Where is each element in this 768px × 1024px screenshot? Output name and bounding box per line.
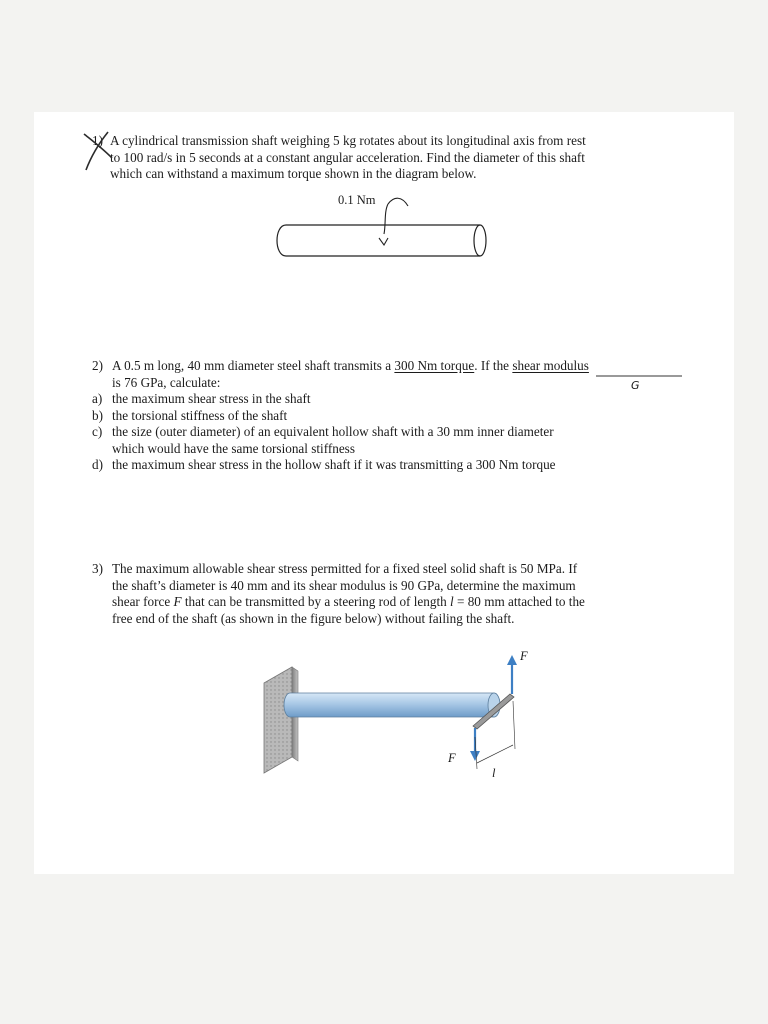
handwritten-underline <box>594 374 684 378</box>
force-symbol: F <box>173 594 182 609</box>
question-2-item-c <box>92 424 702 441</box>
question-2-line-1a: A 0.5 m long, 40 mm diameter steel shaft transmits a <box>112 358 395 373</box>
question-1 <box>110 133 710 183</box>
question-3-line-3b: that can be transmitted by a steering rod of length <box>181 594 451 609</box>
cylinder-shaft-diagram <box>268 190 498 265</box>
item-text: the size (outer diameter) of an equivalent hollow shaft with a 30 mm inner diameter <box>112 424 554 439</box>
question-3-number: 3) <box>92 561 103 576</box>
question-1-number: 1) <box>92 133 103 148</box>
length-symbol: l <box>450 594 454 609</box>
item-text: the maximum shear stress in the hollow shaft if it was transmitting a 300 Nm torque <box>112 457 556 472</box>
item-text: the maximum shear stress in the shaft <box>112 391 311 406</box>
force-label-top: F <box>520 649 528 663</box>
question-2-line-2: is 76 GPa, calculate: <box>112 374 221 390</box>
question-3-line-2: the shaft’s diameter is 40 mm and its shear modulus is 90 GPa, determine the maximum <box>112 577 576 593</box>
item-text: the torsional stiffness of the shaft <box>112 407 288 423</box>
question-2-item-d <box>92 457 702 474</box>
force-label-bottom: F <box>448 751 456 765</box>
item-label: c) <box>92 424 103 439</box>
question-3-line-1: The maximum allowable shear stress permitted for a fixed steel solid shaft is 50 MPa. If <box>112 561 578 576</box>
torque-underlined: 300 Nm torque <box>394 358 475 373</box>
question-3-line-4: free end of the shaft (as shown in the figure below) without failing the shaft. <box>112 610 515 626</box>
question-2-number: 2) <box>92 358 103 373</box>
length-dimension-line <box>477 745 513 763</box>
steel-shaft <box>284 693 500 717</box>
question-3-line-3c: = 80 mm attached to the <box>453 594 585 609</box>
question-1-text-line-3: which can withstand a maximum torque shown in the diagram below. <box>110 166 477 181</box>
question-3 <box>92 561 702 627</box>
length-label: l <box>492 766 496 780</box>
handwritten-cross-mark <box>78 128 128 178</box>
fixed-shaft-steering-rod-diagram <box>258 645 558 785</box>
question-2-item-a <box>92 391 702 408</box>
question-2-item-b <box>92 408 702 425</box>
shear-modulus-underlined: shear modulus <box>512 358 589 373</box>
item-label: d) <box>92 457 103 472</box>
question-1-text-line-1: A cylindrical transmission shaft weighing 5 kg rotates about its longitudinal axis from rest <box>110 133 586 148</box>
item-label: b) <box>92 407 103 423</box>
item-text: which would have the same torsional stiffness <box>112 440 355 456</box>
question-1-text-line-2: to 100 rad/s in 5 seconds at a constant angular acceleration. Find the diameter of this shaft <box>110 149 585 165</box>
handwritten-g-note: G <box>631 379 640 392</box>
question-2-line-1b: . If the <box>474 358 513 373</box>
question-3-line-3a: shear force <box>112 594 174 609</box>
fixed-wall <box>264 667 292 773</box>
item-label: a) <box>92 391 103 406</box>
question-2-item-c-continued <box>92 441 702 458</box>
torque-label: 0.1 Nm <box>338 193 376 207</box>
